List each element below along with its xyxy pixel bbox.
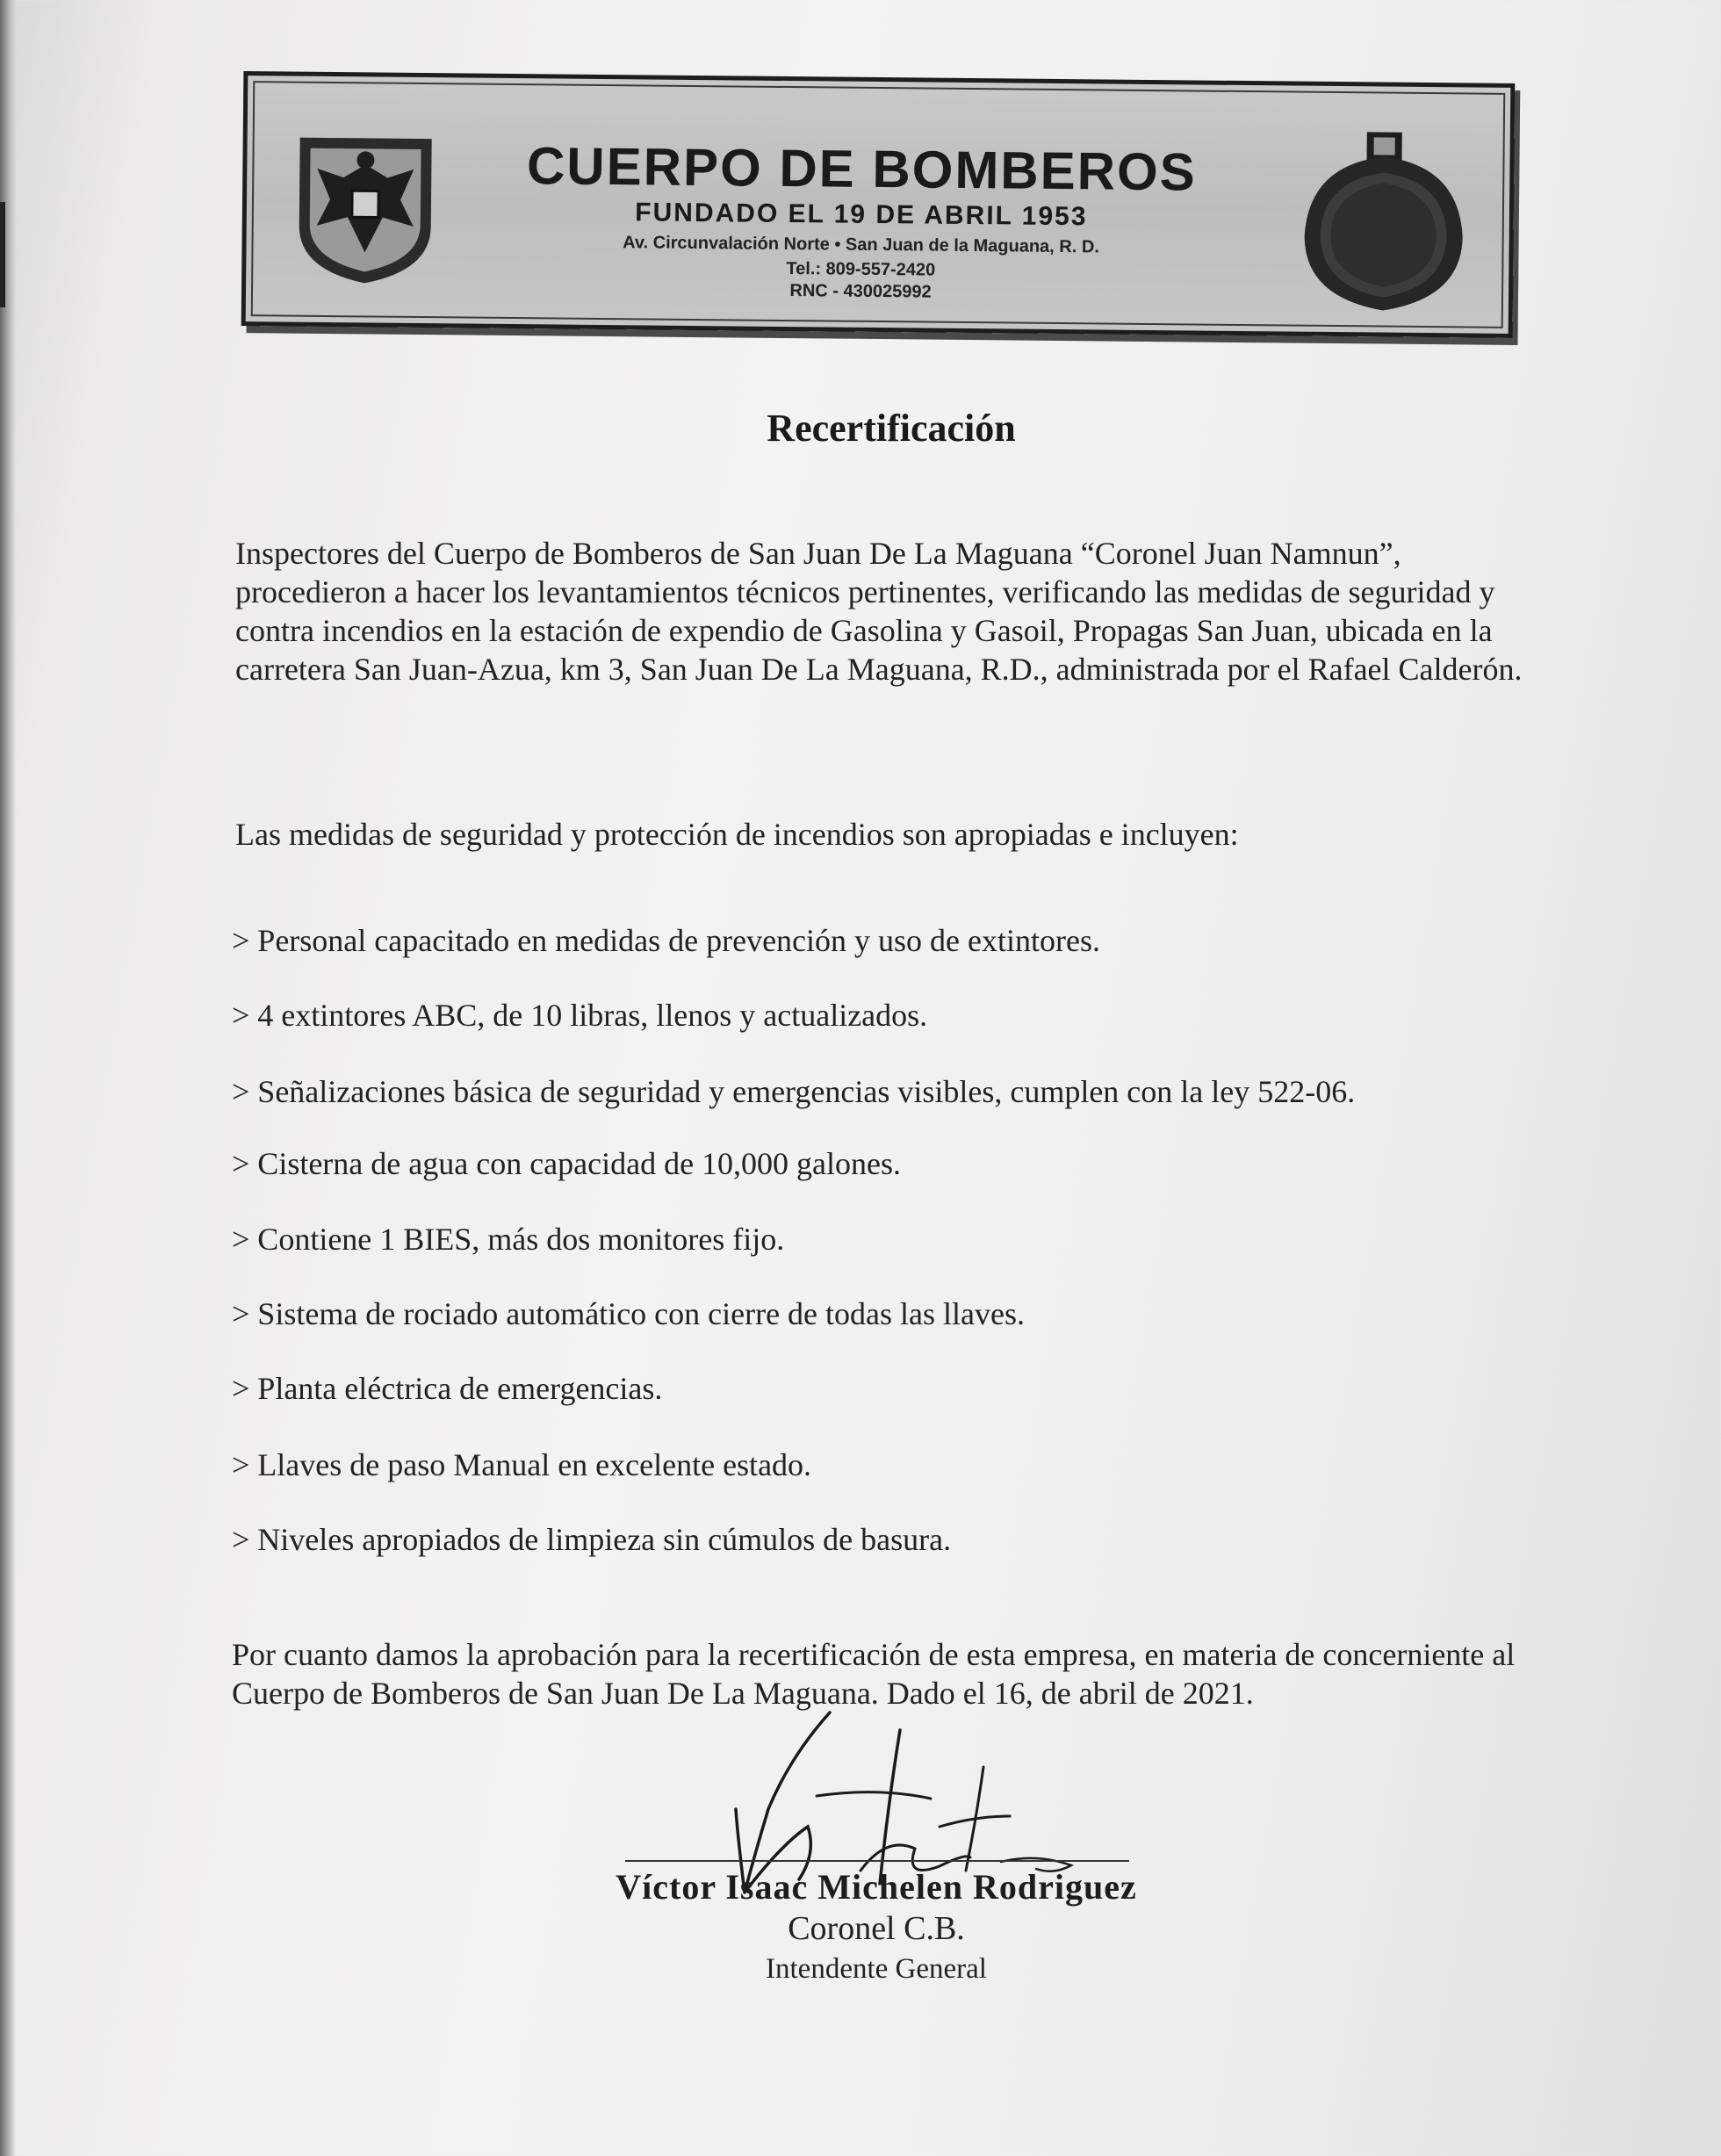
list-item: > Contiene 1 BIES, más dos monitores fijo. (232, 1222, 785, 1257)
firefighter-badge-emblem-icon (1295, 130, 1473, 316)
signature-line (625, 1860, 1129, 1862)
list-item: > 4 extintores ABC, de 10 libras, llenos y actualizados. (232, 998, 928, 1033)
letterhead (241, 71, 1516, 338)
letterhead-phone: Tel.: 809-557-2420 (786, 258, 936, 280)
eagle-shield-emblem-icon (290, 129, 441, 289)
page-edge-mark (0, 202, 5, 307)
document-title: Recertificación (767, 407, 1016, 450)
signatory-name: Víctor Isaac Michelen Rodriguez (616, 1867, 1137, 1907)
list-item: > Señalizaciones básica de seguridad y emergencias visibles, cumplen con la ley 522-06. (232, 1074, 1356, 1109)
signatory-role: Intendente General (766, 1953, 987, 1985)
intro-paragraph: Inspectores del Cuerpo de Bomberos de San Juan De La Maguana “Coronel Juan Namnun”, procedieron a hacer los levantamientos técnicos pertinentes, verificando las medidas de seguridad y contra incendios en la estación de expendio de Gasolina y Gasoil, Propagas San Juan, ubicada en la carretera San Juan-Azua, km 3, San Juan De La Maguana, R.D., administrada por el Rafael Calderón. (235, 536, 1523, 687)
list-item: > Cisterna de agua con capacidad de 10,000 galones. (232, 1146, 902, 1181)
list-item: > Sistema de rociado automático con cierre de todas las llaves. (232, 1296, 1025, 1331)
letterhead-rnc: RNC - 430025992 (789, 281, 932, 302)
list-item: > Planta eléctrica de emergencias. (232, 1371, 663, 1406)
measures-intro: Las medidas de seguridad y protección de incendios son apropiadas e incluyen: (235, 817, 1239, 852)
letterhead-title: CUERPO DE BOMBEROS (526, 136, 1198, 202)
list-item: > Personal capacitado en medidas de prevención y uso de extintores. (232, 923, 1100, 958)
letterhead-subtitle: FUNDADO EL 19 DE ABRIL 1953 (635, 198, 1088, 232)
page-edge-shadow (0, 0, 16, 2156)
list-item: > Niveles apropiados de limpieza sin cúmulos de basura. (232, 1522, 952, 1557)
signatory-rank: Coronel C.B. (788, 1910, 965, 1947)
letterhead-address: Av. Circunvalación Norte • San Juan de la Maguana, R. D. (623, 233, 1099, 257)
list-item: > Llaves de paso Manual en excelente estado. (232, 1447, 812, 1482)
closing-paragraph: Por cuanto damos la aprobación para la recertificación de esta empresa, en materia de concerniente al Cuerpo de Bomberos de San Juan De La Maguana. Dado el 16, de abril de 2021. (232, 1637, 1516, 1711)
